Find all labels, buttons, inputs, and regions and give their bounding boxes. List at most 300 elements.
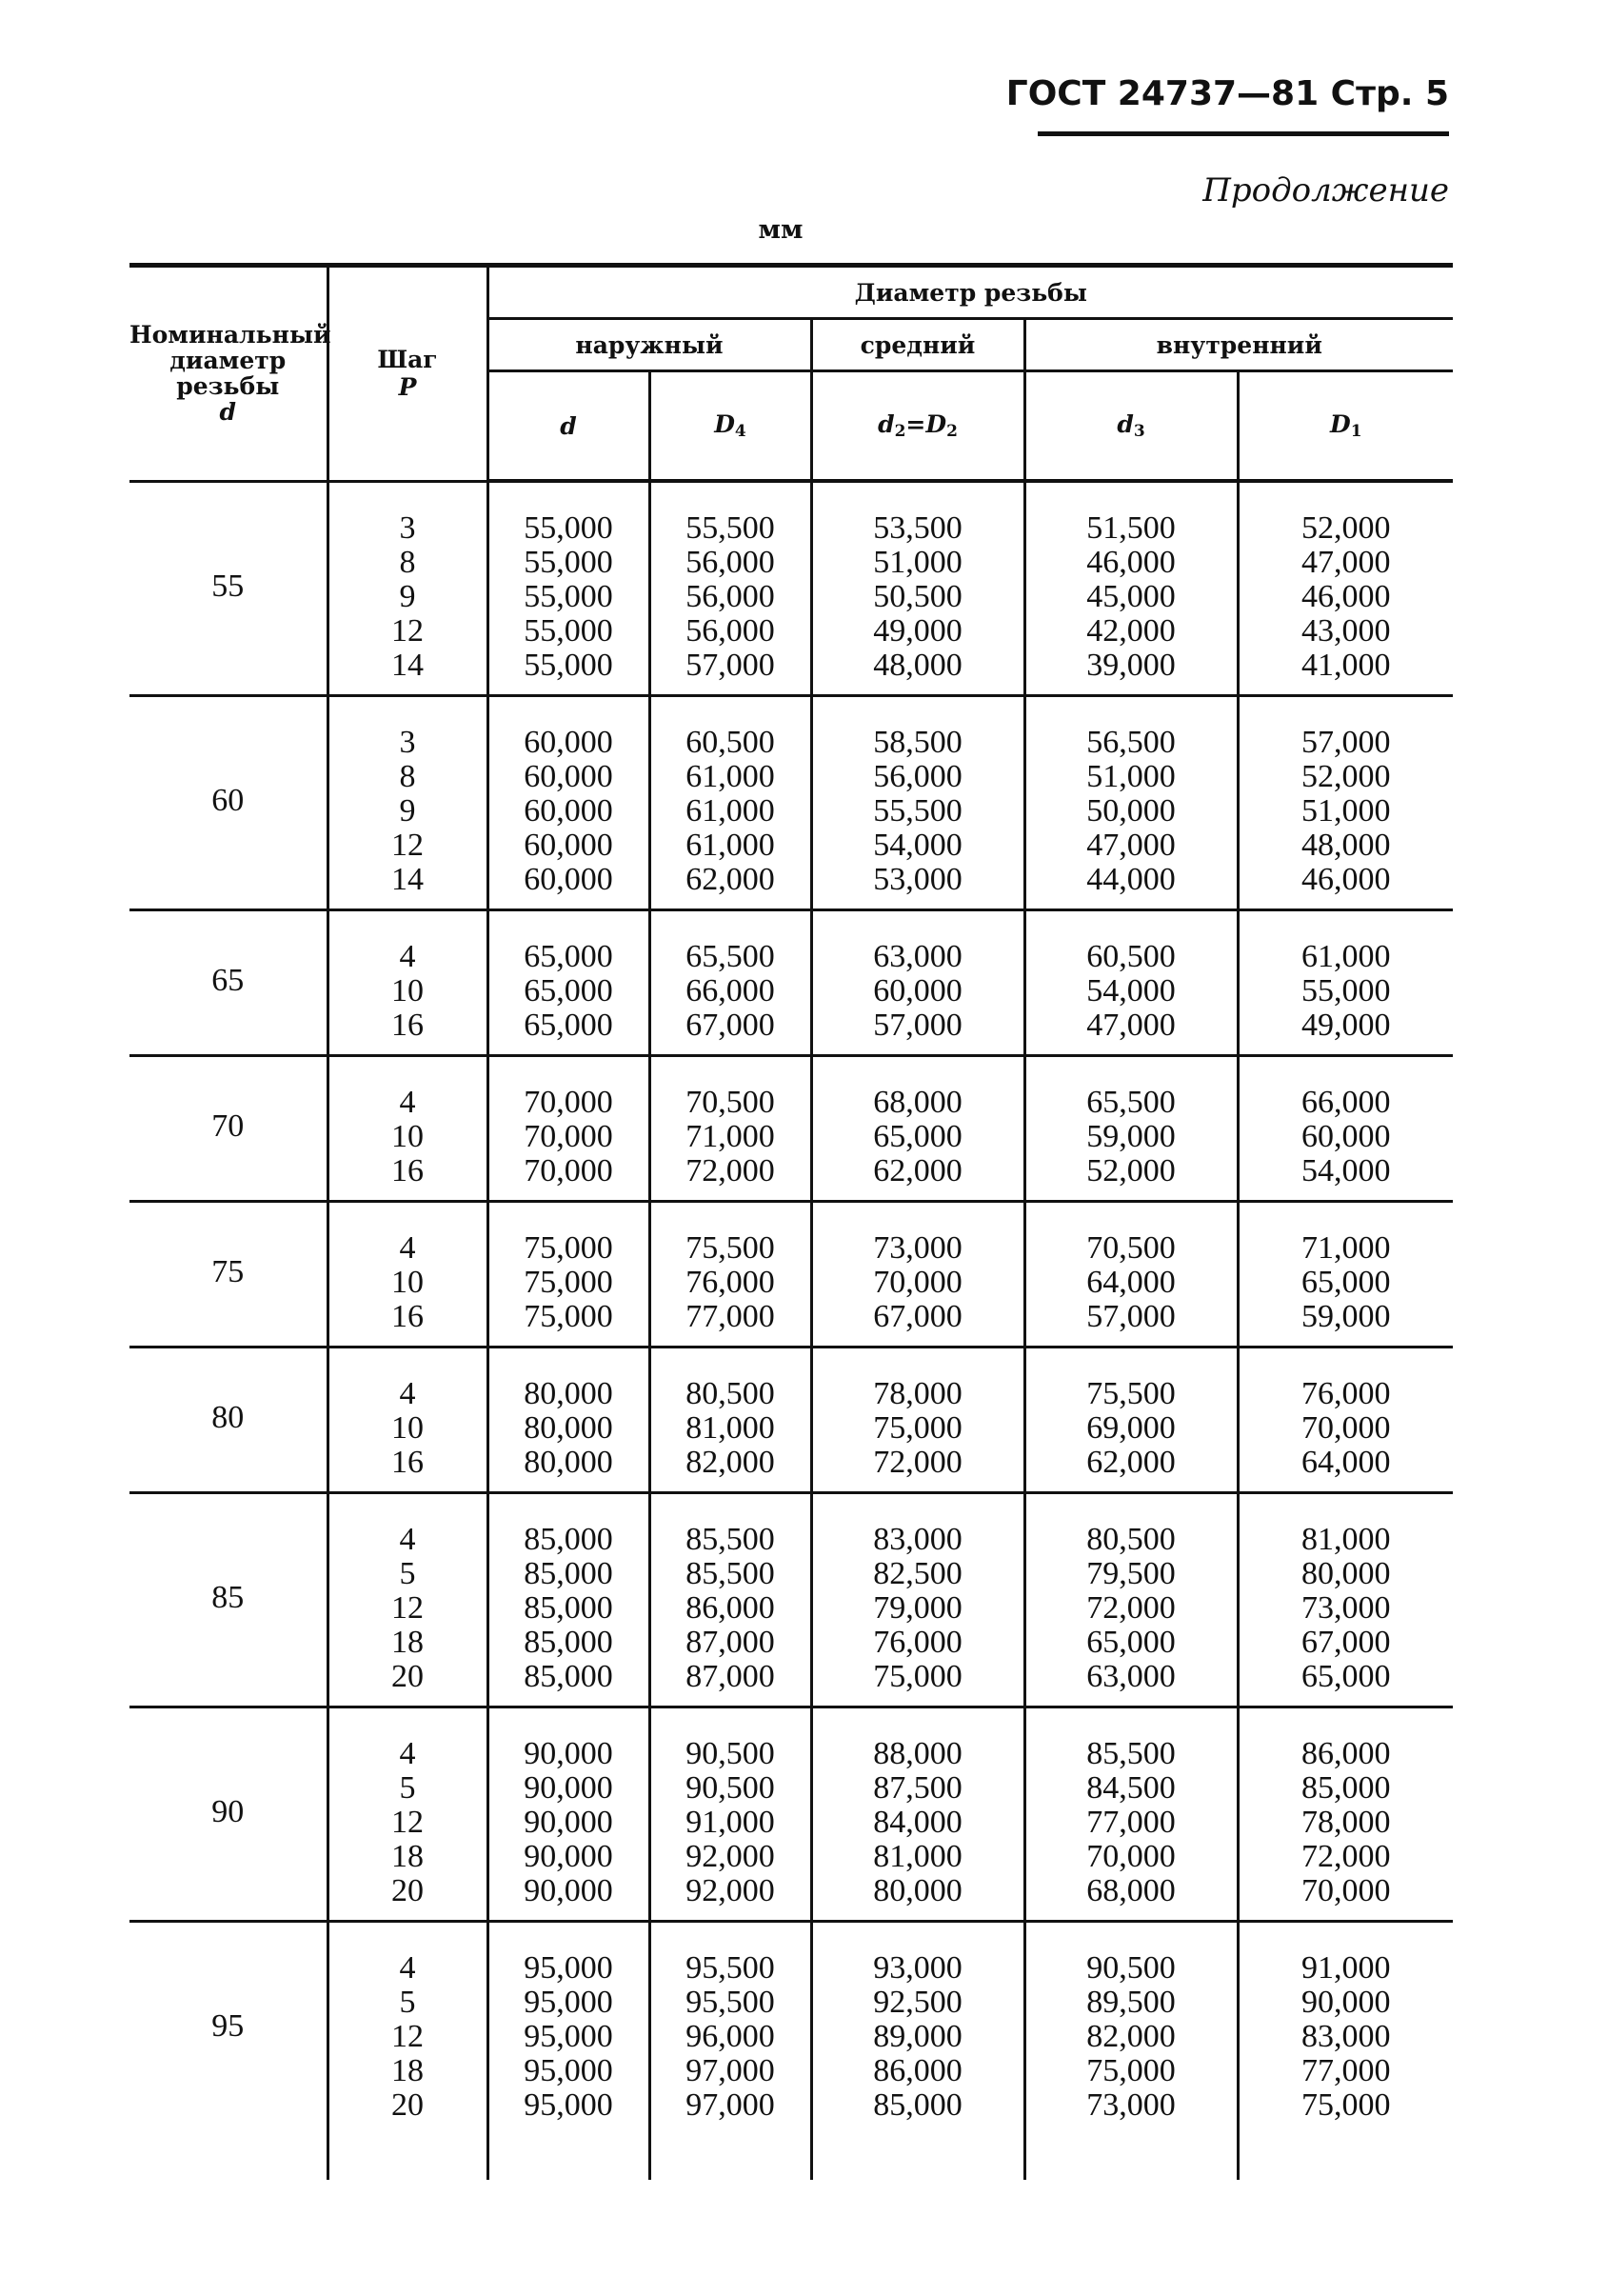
cell-value: 4 bbox=[399, 1230, 416, 1266]
header-middle: средний bbox=[811, 319, 1024, 371]
cell-value: 75,000 bbox=[524, 1265, 613, 1300]
cell-value: 16 bbox=[391, 1299, 424, 1334]
table-header bbox=[129, 266, 1453, 482]
cell-value: 61,000 bbox=[685, 759, 775, 794]
cell-value: 9 bbox=[399, 793, 416, 829]
cell-value: 96,000 bbox=[685, 2019, 775, 2054]
cell-value: 83,000 bbox=[1301, 2019, 1391, 2054]
cell-middle-d2 bbox=[811, 696, 1024, 910]
cell-value: 61,000 bbox=[685, 828, 775, 863]
cell-value: 80,000 bbox=[873, 1873, 963, 1908]
cell-value: 55,500 bbox=[873, 793, 963, 829]
cell-value: 70,000 bbox=[524, 1085, 613, 1120]
cell-value: 76,000 bbox=[873, 1625, 963, 1660]
cell-value: 60,000 bbox=[873, 973, 963, 1008]
cell-value: 60,000 bbox=[524, 828, 613, 863]
cell-middle-d2 bbox=[811, 1056, 1024, 1202]
cell-value: 80,000 bbox=[524, 1445, 613, 1480]
cell-value: 14 bbox=[391, 647, 424, 683]
cell-value: 69,000 bbox=[1086, 1410, 1176, 1446]
table-row bbox=[129, 1056, 1453, 1202]
cell-value: 18 bbox=[391, 2053, 424, 2088]
cell-inner-D1 bbox=[1238, 1922, 1453, 2181]
cell-value: 77,000 bbox=[685, 1299, 775, 1334]
cell-value: 14 bbox=[391, 862, 424, 897]
cell-value: 68,000 bbox=[873, 1085, 963, 1120]
cell-value: 60,000 bbox=[524, 725, 613, 760]
cell-value: 92,000 bbox=[685, 1839, 775, 1874]
cell-value: 91,000 bbox=[1301, 1950, 1391, 1986]
cell-value: 71,000 bbox=[685, 1119, 775, 1154]
cell-value: 52,000 bbox=[1301, 510, 1391, 546]
cell-value: 65,500 bbox=[685, 939, 775, 974]
cell-value: 53,500 bbox=[873, 510, 963, 546]
cell-inner-d3 bbox=[1024, 1922, 1238, 2181]
cell-value: 20 bbox=[391, 2087, 424, 2123]
cell-value: 87,000 bbox=[685, 1659, 775, 1694]
cell-pitch bbox=[328, 1056, 487, 1202]
cell-value: 80,000 bbox=[524, 1410, 613, 1446]
cell-middle-d2 bbox=[811, 1707, 1024, 1922]
symbol-subscript: 2 bbox=[894, 422, 906, 441]
cell-value: 71,000 bbox=[1301, 1230, 1391, 1266]
table-row bbox=[129, 1707, 1453, 1922]
cell-inner-D1 bbox=[1238, 696, 1453, 910]
cell-value: 85,000 bbox=[1301, 1770, 1391, 1806]
cell-outer-D4 bbox=[649, 1493, 811, 1707]
cell-value: 51,000 bbox=[873, 545, 963, 580]
continuation-label: Продолжение bbox=[1202, 171, 1449, 210]
cell-value: 62,000 bbox=[685, 862, 775, 897]
cell-value: 20 bbox=[391, 1659, 424, 1694]
cell-value: 95,000 bbox=[524, 1985, 613, 2020]
cell-value: 49,000 bbox=[873, 613, 963, 649]
cell-value: 78,000 bbox=[1301, 1805, 1391, 1840]
cell-value: 49,000 bbox=[1301, 1008, 1391, 1043]
cell-value: 91,000 bbox=[685, 1805, 775, 1840]
cell-value: 56,000 bbox=[685, 613, 775, 649]
cell-outer-d bbox=[487, 910, 649, 1056]
cell-value: 65,000 bbox=[524, 1008, 613, 1043]
cell-value: 90,000 bbox=[524, 1770, 613, 1806]
cell-outer-d bbox=[487, 1348, 649, 1493]
cell-value: 85,000 bbox=[524, 1556, 613, 1591]
cell-value: 90,000 bbox=[1301, 1985, 1391, 2020]
cell-outer-D4 bbox=[649, 1348, 811, 1493]
cell-value: 67,000 bbox=[873, 1299, 963, 1334]
cell-inner-D1 bbox=[1238, 1493, 1453, 1707]
cell-value: 87,500 bbox=[873, 1770, 963, 1806]
cell-value: 86,000 bbox=[1301, 1736, 1391, 1771]
cell-value: 70,500 bbox=[1086, 1230, 1176, 1266]
cell-value: 18 bbox=[391, 1625, 424, 1660]
cell-value: 63,000 bbox=[873, 939, 963, 974]
table-row bbox=[129, 1922, 1453, 2181]
cell-middle-d2 bbox=[811, 1348, 1024, 1493]
cell-value: 65,000 bbox=[1301, 1265, 1391, 1300]
cell-outer-d bbox=[487, 696, 649, 910]
cell-value: 85,000 bbox=[524, 1625, 613, 1660]
cell-value: 55,000 bbox=[524, 545, 613, 580]
cell-value: 76,000 bbox=[1301, 1376, 1391, 1411]
cell-value: 60,000 bbox=[1301, 1119, 1391, 1154]
cell-value: 65,000 bbox=[524, 939, 613, 974]
cell-value: 48,000 bbox=[873, 648, 963, 683]
cell-value: 97,000 bbox=[685, 2053, 775, 2088]
cell-value: 57,000 bbox=[1301, 725, 1391, 760]
cell-nominal-diameter: 80 bbox=[129, 1348, 328, 1493]
table-body bbox=[129, 481, 1453, 2180]
table-row bbox=[129, 1348, 1453, 1493]
cell-value: 55,000 bbox=[524, 579, 613, 614]
cell-value: 73,000 bbox=[1086, 2087, 1176, 2123]
cell-value: 65,000 bbox=[873, 1119, 963, 1154]
cell-value: 4 bbox=[399, 1085, 416, 1120]
header-symbol-d2-D2 bbox=[811, 371, 1024, 482]
cell-value: 75,000 bbox=[1301, 2087, 1391, 2123]
cell-value: 66,000 bbox=[685, 973, 775, 1008]
cell-value: 75,000 bbox=[873, 1659, 963, 1694]
cell-value: 73,000 bbox=[873, 1230, 963, 1266]
cell-value: 75,500 bbox=[1086, 1376, 1176, 1411]
cell-value: 75,500 bbox=[685, 1230, 775, 1266]
cell-value: 79,000 bbox=[873, 1590, 963, 1626]
cell-value: 80,000 bbox=[524, 1376, 613, 1411]
cell-value: 72,000 bbox=[1086, 1590, 1176, 1626]
symbol-text: d bbox=[1117, 410, 1134, 438]
cell-value: 46,000 bbox=[1301, 579, 1391, 614]
cell-value: 92,000 bbox=[685, 1873, 775, 1908]
cell-value: 61,000 bbox=[1301, 939, 1391, 974]
cell-value: 4 bbox=[399, 1736, 416, 1771]
cell-outer-d bbox=[487, 481, 649, 696]
header-nominal-line: Номинальный bbox=[129, 321, 331, 349]
cell-value: 82,000 bbox=[685, 1445, 775, 1480]
cell-value: 20 bbox=[391, 1873, 424, 1908]
cell-value: 90,000 bbox=[524, 1805, 613, 1840]
cell-value: 75,000 bbox=[873, 1410, 963, 1446]
cell-value: 47,000 bbox=[1086, 1008, 1176, 1043]
cell-value: 78,000 bbox=[873, 1376, 963, 1411]
header-thread-diameter: Диаметр резьбы bbox=[487, 266, 1453, 319]
cell-value: 4 bbox=[399, 939, 416, 974]
header-symbol-d3 bbox=[1024, 371, 1238, 482]
cell-value: 72,000 bbox=[1301, 1839, 1391, 1874]
cell-value: 44,000 bbox=[1086, 862, 1176, 897]
cell-outer-D4 bbox=[649, 481, 811, 696]
cell-value: 68,000 bbox=[1086, 1873, 1176, 1908]
symbol-subscript: 3 bbox=[1133, 422, 1145, 441]
cell-value: 70,000 bbox=[1086, 1839, 1176, 1874]
cell-value: 75,000 bbox=[524, 1299, 613, 1334]
cell-value: 52,000 bbox=[1086, 1153, 1176, 1188]
cell-value: 10 bbox=[391, 1410, 424, 1446]
cell-value: 90,000 bbox=[524, 1736, 613, 1771]
cell-value: 85,000 bbox=[524, 1522, 613, 1557]
cell-inner-D1 bbox=[1238, 1348, 1453, 1493]
cell-value: 95,500 bbox=[685, 1950, 775, 1986]
cell-value: 83,000 bbox=[873, 1522, 963, 1557]
header-outer: наружный bbox=[487, 319, 811, 371]
cell-value: 72,000 bbox=[873, 1445, 963, 1480]
cell-value: 10 bbox=[391, 1119, 424, 1154]
cell-value: 60,000 bbox=[524, 759, 613, 794]
cell-pitch bbox=[328, 910, 487, 1056]
cell-value: 85,500 bbox=[685, 1556, 775, 1591]
cell-value: 73,000 bbox=[1301, 1590, 1391, 1626]
cell-pitch bbox=[328, 696, 487, 910]
header-pitch-label: Шаг bbox=[377, 346, 438, 374]
cell-inner-d3 bbox=[1024, 1707, 1238, 1922]
cell-value: 55,000 bbox=[524, 613, 613, 649]
cell-value: 61,000 bbox=[685, 793, 775, 829]
symbol-text: d bbox=[878, 410, 895, 438]
cell-value: 39,000 bbox=[1086, 648, 1176, 683]
cell-value: 95,000 bbox=[524, 1950, 613, 1986]
cell-outer-d bbox=[487, 1493, 649, 1707]
symbol-subscript: 1 bbox=[1350, 422, 1362, 441]
cell-value: 64,000 bbox=[1086, 1265, 1176, 1300]
cell-value: 70,000 bbox=[1301, 1873, 1391, 1908]
cell-value: 59,000 bbox=[1301, 1299, 1391, 1334]
cell-value: 66,000 bbox=[1301, 1085, 1391, 1120]
cell-value: 70,000 bbox=[524, 1153, 613, 1188]
cell-value: 90,000 bbox=[524, 1839, 613, 1874]
cell-value: 81,000 bbox=[1301, 1522, 1391, 1557]
cell-outer-D4 bbox=[649, 1707, 811, 1922]
cell-value: 76,000 bbox=[685, 1265, 775, 1300]
cell-inner-D1 bbox=[1238, 910, 1453, 1056]
cell-outer-d bbox=[487, 1056, 649, 1202]
cell-pitch bbox=[328, 1707, 487, 1922]
cell-value: 77,000 bbox=[1086, 1805, 1176, 1840]
cell-value: 75,000 bbox=[524, 1230, 613, 1266]
cell-value: 92,500 bbox=[873, 1985, 963, 2020]
table-row bbox=[129, 910, 1453, 1056]
cell-value: 3 bbox=[399, 509, 416, 546]
cell-outer-D4 bbox=[649, 1922, 811, 2181]
cell-value: 54,000 bbox=[1301, 1153, 1391, 1188]
cell-value: 81,000 bbox=[873, 1839, 963, 1874]
cell-value: 16 bbox=[391, 1008, 424, 1043]
cell-nominal-diameter: 85 bbox=[129, 1493, 328, 1707]
cell-middle-d2 bbox=[811, 1202, 1024, 1348]
header-nominal-diameter bbox=[129, 266, 331, 482]
cell-value: 57,000 bbox=[685, 648, 775, 683]
cell-value: 67,000 bbox=[1301, 1625, 1391, 1660]
cell-value: 64,000 bbox=[1301, 1445, 1391, 1480]
cell-value: 50,500 bbox=[873, 579, 963, 614]
thread-diameter-table bbox=[129, 263, 1453, 2180]
cell-value: 95,000 bbox=[524, 2053, 613, 2088]
cell-middle-d2 bbox=[811, 481, 1024, 696]
cell-value: 55,000 bbox=[524, 510, 613, 546]
cell-value: 4 bbox=[399, 1376, 416, 1411]
cell-middle-d2 bbox=[811, 1922, 1024, 2181]
cell-value: 65,000 bbox=[1301, 1659, 1391, 1694]
cell-value: 47,000 bbox=[1301, 545, 1391, 580]
cell-value: 90,000 bbox=[524, 1873, 613, 1908]
cell-value: 47,000 bbox=[1086, 828, 1176, 863]
symbol-subscript: 4 bbox=[734, 422, 746, 441]
cell-value: 56,000 bbox=[873, 759, 963, 794]
cell-outer-d bbox=[487, 1202, 649, 1348]
cell-value: 55,500 bbox=[685, 510, 775, 546]
cell-value: 58,500 bbox=[873, 725, 963, 760]
symbol-text: =D bbox=[905, 410, 947, 438]
cell-value: 80,000 bbox=[1301, 1556, 1391, 1591]
cell-inner-D1 bbox=[1238, 481, 1453, 696]
header-nominal-line: резьбы bbox=[176, 372, 280, 401]
cell-value: 48,000 bbox=[1301, 828, 1391, 863]
cell-nominal-diameter: 95 bbox=[211, 2008, 245, 2044]
table-row bbox=[129, 1493, 1453, 1707]
cell-value: 67,000 bbox=[685, 1008, 775, 1043]
cell-value: 4 bbox=[399, 1522, 416, 1557]
table-row bbox=[129, 481, 1453, 696]
symbol-text: D bbox=[1330, 410, 1351, 438]
header-symbol-d bbox=[487, 371, 649, 482]
cell-pitch bbox=[328, 1202, 487, 1348]
cell-nominal-diameter: 65 bbox=[129, 910, 328, 1056]
cell-value: 55,000 bbox=[524, 648, 613, 683]
cell-value: 16 bbox=[391, 1153, 424, 1188]
cell-value: 3 bbox=[399, 725, 416, 760]
cell-value: 70,000 bbox=[873, 1265, 963, 1300]
cell-pitch bbox=[328, 1493, 487, 1707]
cell-middle-d2 bbox=[811, 910, 1024, 1056]
cell-value: 85,500 bbox=[685, 1522, 775, 1557]
cell-value: 86,000 bbox=[873, 2053, 963, 2088]
cell-outer-d bbox=[487, 1922, 649, 2181]
cell-inner-D1 bbox=[1238, 1707, 1453, 1922]
cell-value: 70,000 bbox=[1301, 1410, 1391, 1446]
cell-pitch bbox=[328, 1922, 487, 2181]
cell-value: 89,500 bbox=[1086, 1985, 1176, 2020]
cell-value: 45,000 bbox=[1086, 579, 1176, 614]
cell-value: 56,000 bbox=[685, 545, 775, 580]
cell-nominal-diameter: 90 bbox=[129, 1707, 328, 1922]
cell-value: 12 bbox=[391, 2019, 424, 2054]
cell-value: 62,000 bbox=[1086, 1445, 1176, 1480]
cell-value: 18 bbox=[391, 1839, 424, 1874]
cell-value: 82,000 bbox=[1086, 2019, 1176, 2054]
header-symbol-D4 bbox=[649, 371, 811, 482]
cell-value: 88,000 bbox=[873, 1736, 963, 1771]
cell-pitch bbox=[328, 481, 487, 696]
cell-value: 60,500 bbox=[685, 725, 775, 760]
cell-value: 51,000 bbox=[1086, 759, 1176, 794]
cell-value: 65,000 bbox=[1086, 1625, 1176, 1660]
cell-value: 60,500 bbox=[1086, 939, 1176, 974]
header-nominal-line: диаметр bbox=[169, 347, 287, 375]
cell-value: 5 bbox=[399, 1985, 416, 2020]
cell-value: 90,500 bbox=[685, 1736, 775, 1771]
cell-outer-D4 bbox=[649, 910, 811, 1056]
cell-value: 72,000 bbox=[685, 1153, 775, 1188]
symbol-subscript: 2 bbox=[946, 422, 958, 441]
cell-value: 42,000 bbox=[1086, 613, 1176, 649]
cell-value: 12 bbox=[391, 1805, 424, 1840]
standard-page-number: ГОСТ 24737—81 Стр. 5 bbox=[1005, 74, 1449, 113]
cell-pitch bbox=[328, 1348, 487, 1493]
cell-value: 85,000 bbox=[524, 1659, 613, 1694]
cell-value: 63,000 bbox=[1086, 1659, 1176, 1694]
cell-value: 87,000 bbox=[685, 1625, 775, 1660]
cell-value: 90,500 bbox=[685, 1770, 775, 1806]
cell-value: 12 bbox=[391, 1590, 424, 1626]
cell-value: 12 bbox=[391, 612, 424, 649]
cell-value: 80,500 bbox=[1086, 1522, 1176, 1557]
cell-inner-d3 bbox=[1024, 1056, 1238, 1202]
header-pitch bbox=[328, 266, 487, 482]
cell-value: 86,000 bbox=[685, 1590, 775, 1626]
cell-value: 85,000 bbox=[524, 1590, 613, 1626]
cell-value: 54,000 bbox=[873, 828, 963, 863]
cell-value: 60,000 bbox=[524, 793, 613, 829]
cell-value: 82,500 bbox=[873, 1556, 963, 1591]
cell-value: 55,000 bbox=[1301, 973, 1391, 1008]
table-row bbox=[129, 1202, 1453, 1348]
cell-value: 80,500 bbox=[685, 1376, 775, 1411]
cell-value: 70,000 bbox=[524, 1119, 613, 1154]
cell-value: 5 bbox=[399, 1770, 416, 1806]
cell-value: 70,500 bbox=[685, 1085, 775, 1120]
cell-value: 85,000 bbox=[873, 2087, 963, 2123]
cell-value: 50,000 bbox=[1086, 793, 1176, 829]
cell-value: 77,000 bbox=[1301, 2053, 1391, 2088]
cell-nominal-diameter: 75 bbox=[129, 1202, 328, 1348]
symbol-text: D bbox=[714, 410, 735, 438]
cell-outer-D4 bbox=[649, 696, 811, 910]
cell-value: 5 bbox=[399, 1556, 416, 1591]
cell-value: 51,000 bbox=[1301, 793, 1391, 829]
cell-value: 46,000 bbox=[1086, 545, 1176, 580]
cell-value: 51,500 bbox=[1086, 510, 1176, 546]
cell-value: 65,000 bbox=[524, 973, 613, 1008]
unit-label: мм bbox=[758, 215, 804, 245]
cell-value: 75,000 bbox=[1086, 2053, 1176, 2088]
cell-value: 8 bbox=[399, 544, 416, 580]
cell-value: 84,000 bbox=[873, 1805, 963, 1840]
cell-value: 57,000 bbox=[873, 1008, 963, 1043]
symbol-text: d bbox=[560, 411, 577, 440]
cell-value: 53,000 bbox=[873, 862, 963, 897]
cell-inner-D1 bbox=[1238, 1202, 1453, 1348]
cell-value: 81,000 bbox=[685, 1410, 775, 1446]
cell-value: 84,500 bbox=[1086, 1770, 1176, 1806]
cell-value: 41,000 bbox=[1301, 648, 1391, 683]
cell-value: 62,000 bbox=[873, 1153, 963, 1188]
cell-inner-d3 bbox=[1024, 481, 1238, 696]
header-symbol-D1 bbox=[1238, 371, 1453, 482]
cell-value: 65,500 bbox=[1086, 1085, 1176, 1120]
cell-value: 16 bbox=[391, 1445, 424, 1480]
header-pitch-symbol: P bbox=[398, 373, 417, 402]
cell-value: 85,500 bbox=[1086, 1736, 1176, 1771]
cell-value: 4 bbox=[399, 1950, 416, 1986]
cell-value: 9 bbox=[399, 578, 416, 614]
cell-inner-D1 bbox=[1238, 1056, 1453, 1202]
cell-middle-d2 bbox=[811, 1493, 1024, 1707]
cell-value: 79,500 bbox=[1086, 1556, 1176, 1591]
cell-value: 57,000 bbox=[1086, 1299, 1176, 1334]
cell-inner-d3 bbox=[1024, 1493, 1238, 1707]
cell-value: 56,000 bbox=[685, 579, 775, 614]
cell-value: 56,500 bbox=[1086, 725, 1176, 760]
cell-nominal-diameter: 60 bbox=[129, 696, 328, 910]
cell-value: 43,000 bbox=[1301, 613, 1391, 649]
